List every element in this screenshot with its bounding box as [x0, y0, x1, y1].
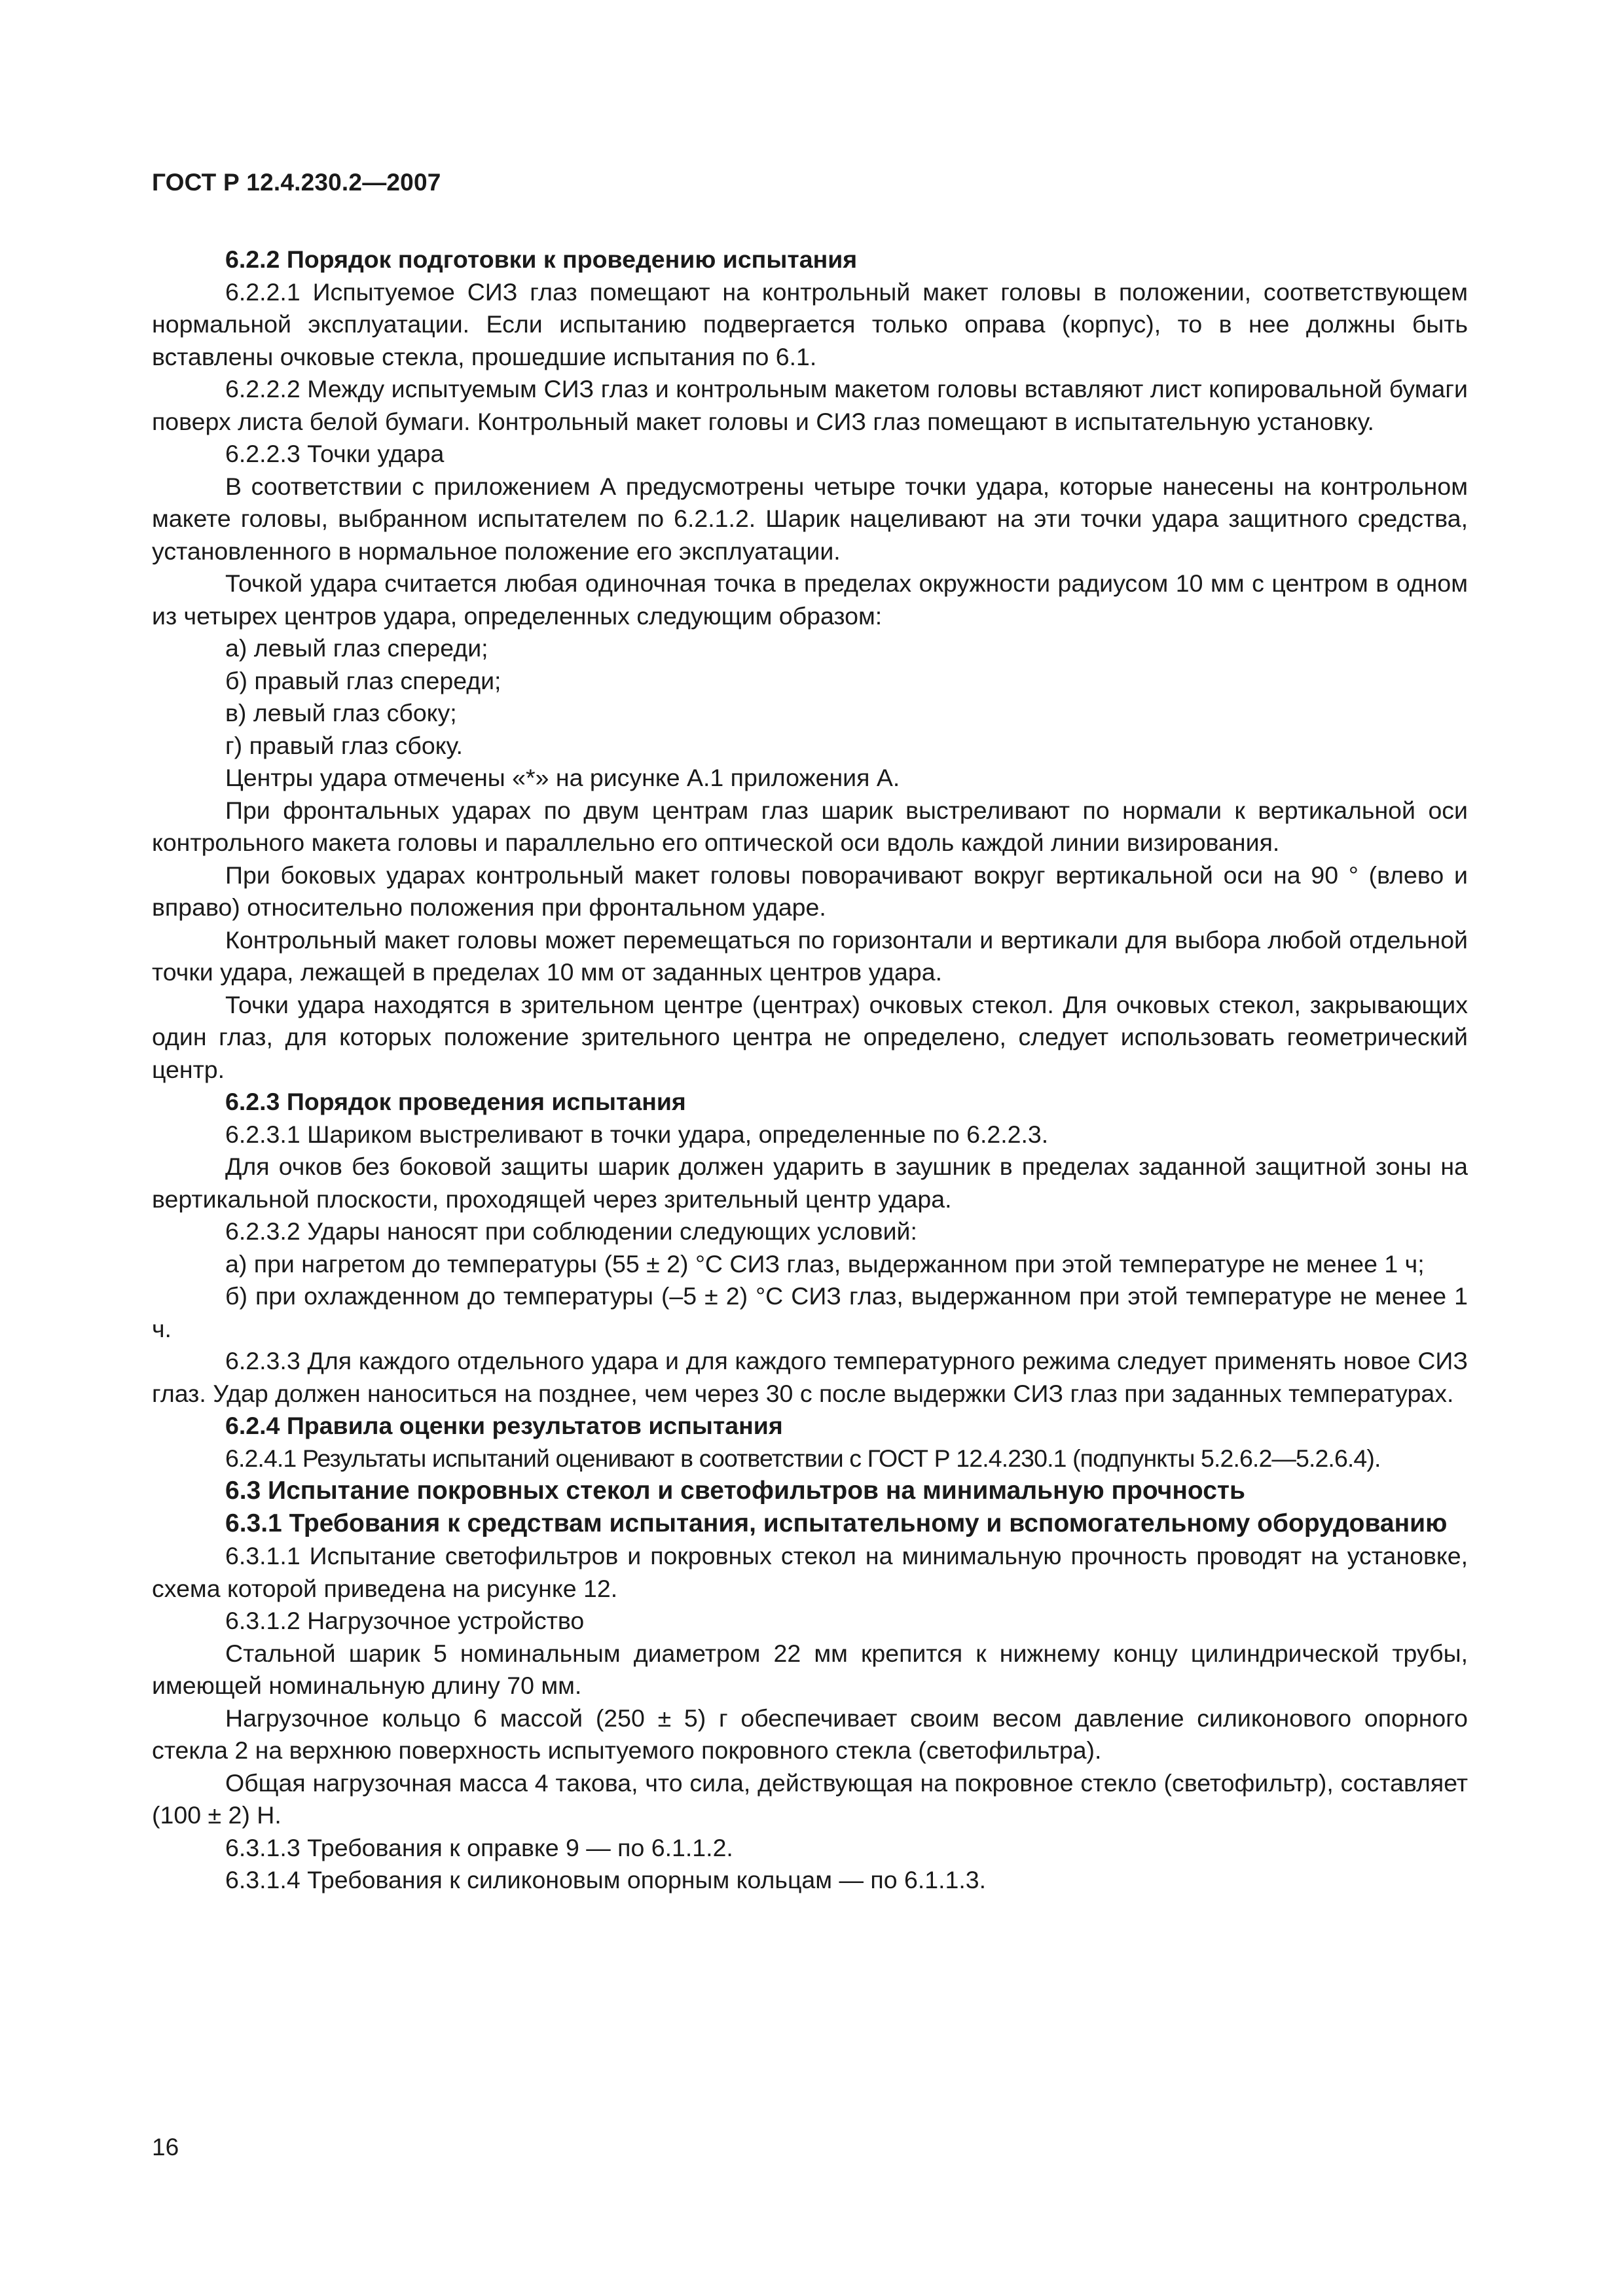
section-heading-6-3-1: 6.3.1 Требования к средствам испытания, испытательному и вспомогательному оборудованию [225, 1509, 1448, 1537]
paragraph-head-movement: Контрольный макет головы может перемещаться по горизонтали и вертикали для выбора любой отдельной точки удара, лежащей в пределах 10 мм от заданных центров удара. [152, 925, 1468, 986]
paragraph-no-side-protection: Для очков без боковой защиты шарик должен ударить в заушник в пределах заданной защитной зоны на вертикальной плоскости, проходящей через зрительный центр удара. [152, 1153, 1468, 1213]
section-heading-6-2-3: 6.2.3 Порядок проведения испытания [225, 1088, 686, 1115]
section-heading-6-3: 6.3 Испытание покровных стекол и светофильтров на минимальную прочность [225, 1477, 1245, 1505]
paragraph-steel-ball: Стальной шарик 5 номинальным диаметром 22 мм крепится к нижнему концу цилиндрической трубы, имеющей номинальную длину 70 мм. [152, 1639, 1468, 1699]
paragraph-heated-condition: а) при нагретом до температуры (55 ± 2) °С СИЗ глаз, выдержанном при этой температуре не менее 1 ч; [225, 1249, 1425, 1278]
list-item: в) левый глаз сбоку; [225, 699, 457, 726]
paragraph-impact-point-definition: Точкой удара считается любая одиночная точка в пределах окружности радиусом 10 мм с центром в одном из четырех центров удара, определенных следующим образом: [152, 569, 1468, 630]
paragraph-6-2-3-1: 6.2.3.1 Шариком выстреливают в точки удара, определенные по 6.2.2.3. [225, 1120, 1049, 1148]
paragraph-6-3-1-2-title: 6.3.1.2 Нагрузочное устройство [225, 1607, 585, 1634]
paragraph-load-ring: Нагрузочное кольцо 6 массой (250 ± 5) г обеспечивает своим весом давление силиконового опорного стекла 2 на верхнюю поверхность испытуемого покровного стекла (светофильтра). [152, 1704, 1468, 1764]
list-item: а) левый глаз спереди; [225, 634, 488, 662]
paragraph-side-impacts: При боковых ударах контрольный макет головы поворачивают вокруг вертикальной оси на 90 ° (влево и вправо) относительно положения при фронтальном ударе. [152, 861, 1468, 921]
paragraph-6-3-1-1: 6.3.1.1 Испытание светофильтров и покровных стекол на минимальную прочность проводят на установке, схема которой приведена на рисунке 12. [152, 1542, 1468, 1602]
paragraph-impact-points: В соответствии с приложением А предусмотрены четыре точки удара, которые нанесены на контрольном макете головы, выбранном испытателем по 6.2.1.2. Шарик нацеливают на эти точки удара защитного средства, установленного в нормальное положение его эксплуатации. [152, 472, 1468, 565]
paragraph-6-3-1-4: 6.3.1.4 Требования к силиконовым опорным кольцам — по 6.1.1.3. [225, 1866, 987, 1893]
paragraph-6-2-2-2: 6.2.2.2 Между испытуемым СИЗ глаз и контрольным макетом головы вставляют лист копировальной бумаги поверх листа белой бумаги. Контрольный макет головы и СИЗ глаз помещают в испытательную установку. [152, 375, 1468, 435]
paragraph-6-2-3-2: 6.2.3.2 Удары наносят при соблюдении следующих условий: [225, 1217, 917, 1245]
paragraph-frontal-impacts: При фронтальных ударах по двум центрам глаз шарик выстреливают по нормали к вертикальной оси контрольного макета головы и параллельно его оптической оси вдоль каждой линии визирования. [152, 796, 1468, 856]
paragraph-6-2-2-1: 6.2.2.1 Испытуемое СИЗ глаз помещают на контрольный макет головы в положении, соответствующем нормальной эксплуатации. Если испытанию подвергается только оправа (корпус), то в нее должны быть вставлены очковые стекла, прошедшие испытания по 6.1. [152, 278, 1468, 370]
paragraph-cooled-condition: б) при охлажденном до температуры (–5 ± 2) °С СИЗ глаз, выдержанном при этой температуре не менее 1 ч. [152, 1282, 1468, 1342]
paragraph-6-2-3-3: 6.2.3.3 Для каждого отдельного удара и для каждого температурного режима следует применять новое СИЗ глаз. Удар должен наноситься на позднее, чем через 30 с после выдержки СИЗ глаз при заданных температурах. [152, 1347, 1468, 1407]
paragraph-6-2-4-1: 6.2.4.1 Результаты испытаний оценивают в соответствии с ГОСТ Р 12.4.230.1 (подпункты 5.2.6.2—5.2.6.4). [225, 1444, 1381, 1472]
list-item: г) правый глаз сбоку. [225, 731, 463, 759]
paragraph-impact-centers: Центры удара отмечены «*» на рисунке А.1 приложения А. [225, 764, 900, 791]
paragraph-6-2-2-3-title: 6.2.2.3 Точки удара [225, 440, 445, 467]
paragraph-6-3-1-3: 6.3.1.3 Требования к оправке 9 — по 6.1.1.2. [225, 1833, 733, 1861]
paragraph-visual-center: Точки удара находятся в зрительном центре (центрах) очковых стекол. Для очковых стекол, закрывающих один глаз, для которых положение зрительного центра не определено, следует использовать геометрический центр. [152, 990, 1468, 1083]
page-number: 16 [152, 2134, 179, 2161]
section-heading-6-2-4: 6.2.4 Правила оценки результатов испытания [225, 1412, 783, 1439]
section-heading-6-2-2: 6.2.2 Порядок подготовки к проведению испытания [225, 245, 858, 273]
document-code-header: ГОСТ Р 12.4.230.2—2007 [152, 169, 441, 196]
document-body [152, 243, 1468, 1897]
paragraph-total-load-mass: Общая нагрузочная масса 4 такова, что сила, действующая на покровное стекло (светофильтр), составляет (100 ± 2) Н. [152, 1768, 1468, 1829]
list-item: б) правый глаз спереди; [225, 666, 501, 694]
